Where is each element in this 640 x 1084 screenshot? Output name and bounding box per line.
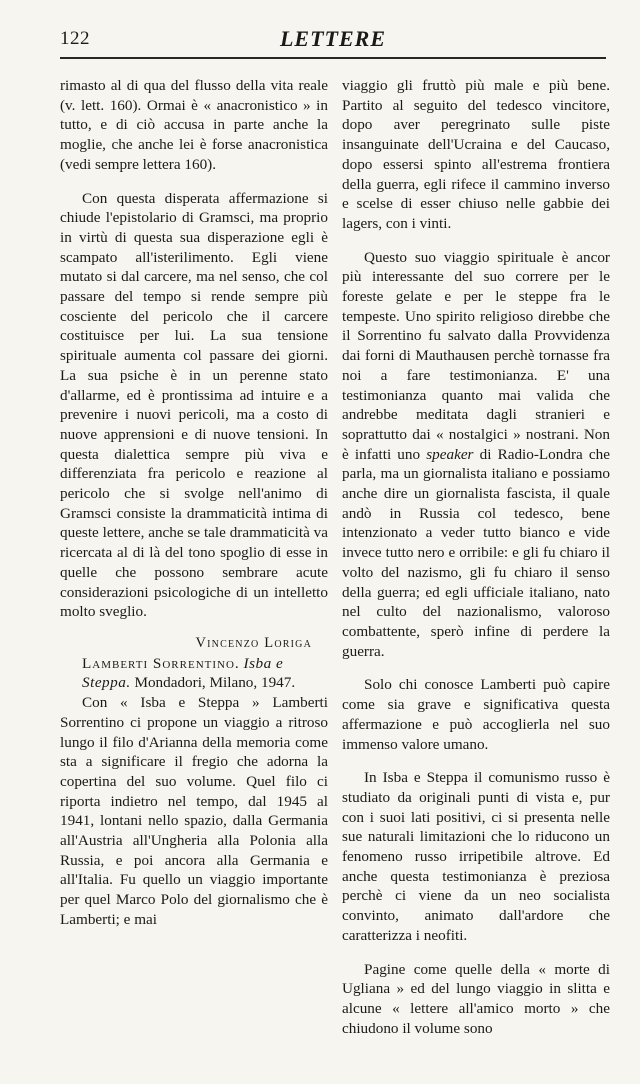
right-paragraph-1: viaggio gli fruttò più male e più bene. Partito al seguito del tedesco vincitore, dopo aver peregrinato sulle piste insanguinate dell'Ucraina e del Caucaso, dopo essersi spinto all'estrema frontiera della guerra, egli rifece il cammino inverso e scelse di esser chiuso nelle gabbie dei lagers, con i vinti. — [342, 77, 610, 232]
review-author: Lamberti Sorrentino. — [82, 654, 240, 672]
speaker-word: speaker — [426, 445, 474, 463]
review-publication: Mondadori, Milano, 1947. — [134, 674, 296, 692]
right-paragraph-2-end: di Radio-Londra che parla, ma un giornalista italiano e possiamo anche dire un giornalista fascista, il quale andò in Russia col tedesco, bene intenzionato a veder tutto bianco e vide invece tutto nero e orribile: e gli fu chiaro il volto del nazismo, gli fu chiaro il senso della guerra; ed egli ufficiale italiano, nato nel culto del nazionalismo, valoroso combattente, sperò infine di perdere la guerra. — [342, 445, 610, 660]
right-column — [342, 76, 610, 1038]
left-paragraph-3: Con « Isba e Steppa » Lamberti Sorrentino ci propone un viaggio a ritroso lungo il filo d'Arianna della memoria come sta a significare il fregio che adorna la copertina del suo volume. Quel filo ci riporta indietro nel tempo, dal 1945 al 1941, lontani nello spazio, dalla Germania all'Austria all'Ungheria alla Polonia alla Russia, e poi ancora alla Germania e all'Italia. Fu quello un viaggio importante per quel Marco Polo del giornalismo che è Lamberti; e mai — [60, 694, 328, 928]
right-paragraph-2-start: Questo suo viaggio spirituale è ancor più interessante del suo correre per le foreste gelate e per le steppe fra le tempeste. Uno spirito religioso direbbe che il Sorrentino fu salvato dalla Provvidenza dai forni di Mauthausen perchè tornasse fra noi a fare testimonianza. E' una testimonianza quanto mai valida che andrebbe meditata dagli stranieri e soprattutto dai « nostalgici » nostrani. Non è infatti uno — [342, 248, 610, 463]
left-paragraph-2: Con questa disperata affermazione si chiude l'epistolario di Gramsci, ma proprio in virtù di questa sua disperazione egli è scampato all'isterilimento. Egli viene mutato si dal carcere, ma nel senso, che col passare del tempo si rende sempre più cosciente del pericolo che il carcere costituisce per lui. La sua tensione spirituale aumenta col passare dei giorni. La sua psiche è in un perenne stato d'allarme, ed è prontissima ad intuire e a prevenire i nuovi pericoli, ma a costo di nuove apprensioni e di nuove tensioni. In questa dialettica sempre più viva e differenziata fra pericolo e reazione al pericolo che si svolge nell'animo di Gramsci consiste la drammaticità intima di queste lettere, anche se tale drammaticità va ricercata al di là del tono spoglio di esse in quelle che possono sembrare acute considerazioni psicologiche di un intelletto molto sveglio. — [60, 189, 328, 621]
page-number: 122 — [60, 28, 90, 49]
review-title: Isba e Steppa. — [82, 654, 284, 692]
review-heading — [60, 654, 328, 693]
right-paragraph-3: Solo chi conosce Lamberti può capire come sia grave e significativa questa affermazione e può accoglierla nel suo immenso valore umano. — [342, 676, 610, 753]
page-header — [60, 24, 606, 54]
signature: Vincenzo Loriga — [195, 634, 312, 651]
running-title: LETTERE — [279, 26, 386, 51]
right-paragraph-4: In Isba e Steppa il comunismo russo è studiato da originali punti di vista e, pur con i suoi lati positivi, ci si presenta nelle sue naturali limitazioni che lo riducono un fenomeno russo irripetibile altrove. Ed anche questa testimonianza è preziosa perchè ci viene da un neo socialista convinto, animato dall'ardore che caratterizza i neofiti. — [342, 769, 610, 944]
right-paragraph-5: Pagine come quelle della « morte di Ugliana » ed del lungo viaggio in slitta e alcune « lettere all'amico morto » che chiudono il volume sono — [342, 960, 610, 1037]
right-paragraph-2 — [342, 248, 610, 662]
left-column — [60, 76, 328, 930]
left-paragraph-1: rimasto al di qua del flusso della vita reale (v. lett. 160). Ormai è « anacronistico » in tutto, e di ciò accusa in parte anche la moglie, che anche lei è forse anacronistica (vedi sempre lettera 160). — [60, 77, 328, 173]
header-rule — [60, 57, 606, 59]
